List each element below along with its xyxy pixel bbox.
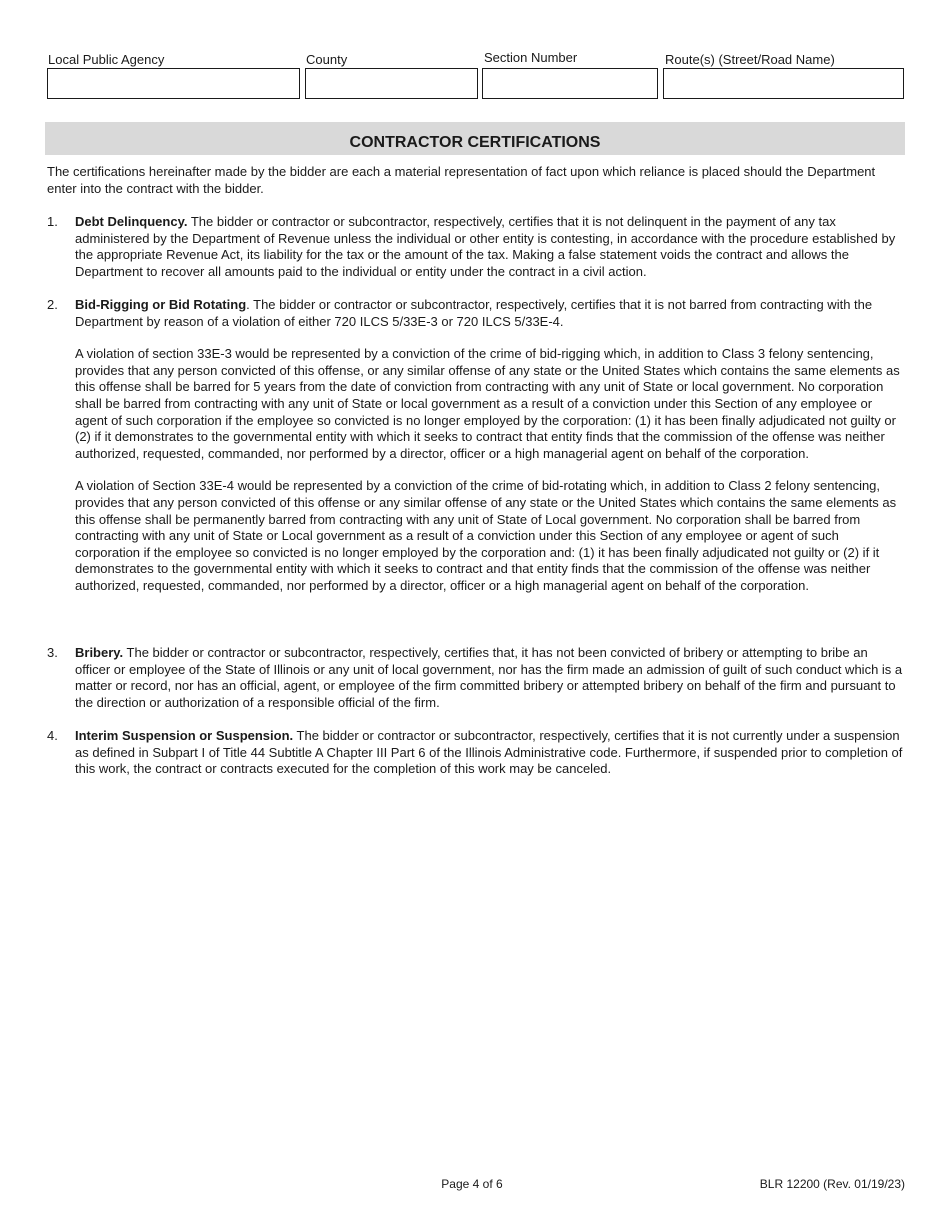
page-number: Page 4 of 6 (441, 1177, 503, 1191)
item-heading: Bid-Rigging or Bid Rotating (75, 297, 247, 312)
certification-item-2 (47, 297, 905, 595)
certification-item-4 (47, 728, 905, 778)
routes-input[interactable] (663, 68, 904, 99)
county-input[interactable] (305, 68, 478, 99)
section-number-input[interactable] (482, 68, 658, 99)
local-public-agency-label: Local Public Agency (48, 52, 165, 67)
item-sub-paragraph: A violation of section 33E-3 would be represented by a conviction of the crime of bid-rigging which, in addition to Class 3 felony sentencing, provides that any person convicted of this offense, or any similar offense of any state or the United States which contains the same elements as this offense shall be barred for 5 years from the date of conviction from contracting with any unit of State or local government. No corporation shall be barred from contracting with any unit of State or local government as a result of a conviction under this Section of any employee or agent of such corporation if the employee so convicted is no longer employed by the corporation: (1) it has been finally adjudicated not guilty or (2) if it demonstrates to the governmental entity with which it seeks to contract that entity finds that the commission of the offense was neither authorized, requested, commanded, nor performed by a director, officer or a high managerial agent on behalf of the corporation. (75, 346, 900, 461)
certification-item-3 (47, 645, 905, 711)
item-number: 3. (47, 645, 58, 660)
item-body (75, 645, 905, 711)
item-body (75, 728, 905, 778)
certification-item-1 (47, 214, 905, 280)
local-public-agency-input[interactable] (47, 68, 300, 99)
item-body (75, 297, 905, 330)
item-text: The bidder or contractor or subcontractor, respectively, certifies that it is not delinquent in the payment of any tax administered by the Department of Revenue unless the individual or other entity is contesting, in accordance with the procedure established by the appropriate Revenue Act, its liability for the tax or the amount of the tax. Making a false statement voids the contract and allows the Department to recover all amounts paid to the individual or entity under the contract in a civil action. (75, 214, 896, 279)
item-heading: Bribery. (75, 645, 124, 660)
intro-paragraph: The certifications hereinafter made by the bidder are each a material representation of fact upon which reliance is placed should the Department enter into the contract with the bidder. (47, 164, 876, 196)
item-body (75, 214, 905, 280)
item-number: 1. (47, 214, 58, 229)
routes-label: Route(s) (Street/Road Name) (665, 52, 835, 67)
item-number: 4. (47, 728, 58, 743)
county-label: County (306, 52, 348, 67)
form-id: BLR 12200 (Rev. 01/19/23) (759, 1177, 905, 1191)
item-heading: Interim Suspension or Suspension. (75, 728, 294, 743)
item-text: The bidder or contractor or subcontractor, respectively, certifies that, it has not been convicted of bribery or attempting to bribe an officer or employee of the State of Illinois or any unit of local government, nor has the firm made an admission of guilt of such conduct which is a matter or record, nor has an official, agent, or employee of the firm committed bribery or attempted bribery on behalf of the firm and pursuant to the direction or authorization of a responsible official of the firm. (75, 645, 903, 710)
section-number-label: Section Number (484, 50, 578, 65)
item-number: 2. (47, 297, 58, 312)
item-text: . The bidder or contractor or subcontractor, respectively, certifies that it is not barred from contracting with the Department by reason of a violation of either 720 ILCS 5/33E-3 or 720 ILCS 5/33E-4. (75, 297, 873, 329)
item-sub-paragraph: A violation of Section 33E-4 would be represented by a conviction of the crime of bid-rotating which, in addition to Class 2 felony sentencing, provides that any person convicted of this offense or any similar offense of any state or the United States which contains the same elements as this offense shall be permanently barred from contracting with any unit of State of Local government. No corporation shall be barred from contracting with any unit of State or Local government as a result of a conviction under this Section of any employee or agent of such corporation if the employee so convicted is no longer employed by the corporation and: (1) it has been finally adjudicated not guilty or (2) if it demonstrates to the governmental entity with which it seeks to contract and that entity finds that the commission of the offense was neither authorized, requested, commanded, nor performed by a director, officer or a high managerial agent on behalf of the corporation. (75, 478, 897, 593)
item-text: The bidder or contractor or subcontractor, respectively, certifies that it is not currently under a suspension as defined in Subpart I of Title 44 Subtitle A Chapter III Part 6 of the Illinois Administrative code. Furthermore, if suspended prior to completion of this work, the contract or contracts executed for the completion of this work may be canceled. (75, 728, 903, 777)
item-heading: Debt Delinquency. (75, 214, 188, 229)
section-title: CONTRACTOR CERTIFICATIONS (45, 122, 905, 155)
